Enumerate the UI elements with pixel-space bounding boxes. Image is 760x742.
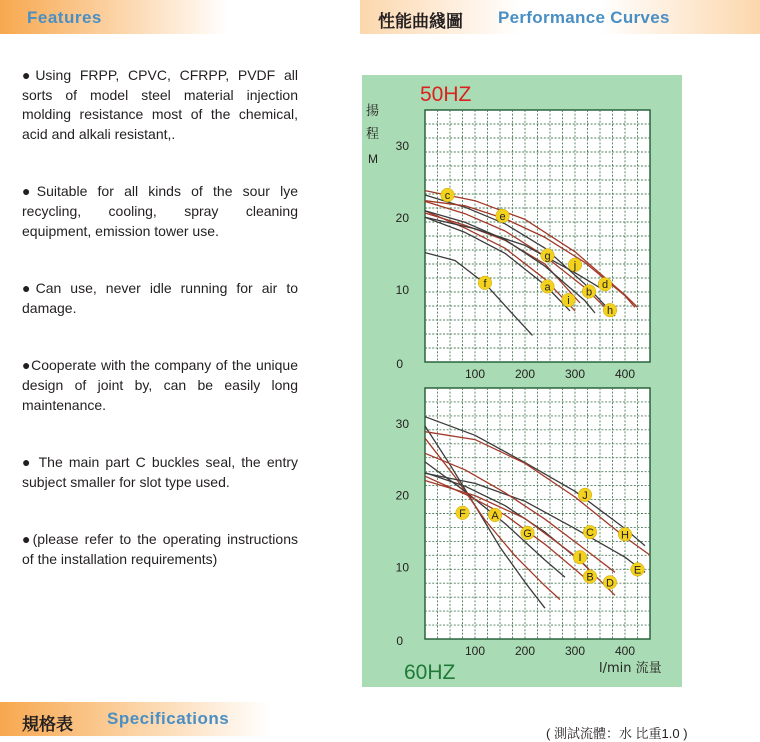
y-tick-label: 30: [395, 416, 409, 431]
curve-label: b: [585, 286, 593, 299]
freq-label-50hz: 50HZ: [420, 83, 472, 106]
chart-panel-50HZ: [396, 110, 650, 381]
specifications-title-en: Specifications: [107, 709, 230, 728]
y-tick-label: 20: [395, 211, 409, 225]
performance-curves-title-en: Performance Curves: [498, 8, 670, 27]
curve-label: F: [459, 507, 466, 520]
performance-curves-header: [360, 0, 760, 34]
curve-label: D: [606, 577, 614, 590]
specifications-title-zh: 規格表: [22, 715, 73, 734]
curve-label: B: [586, 571, 594, 584]
feature-item: ●Can use, never idle running for air to damage.: [22, 280, 298, 316]
curve-label: C: [586, 527, 594, 540]
curve-label: g: [544, 250, 551, 263]
curve-label: A: [491, 509, 499, 522]
y-tick-label: 30: [395, 139, 409, 153]
curve-label: f: [483, 277, 487, 290]
curve-label: j: [573, 259, 577, 272]
performance-chart: [362, 75, 682, 687]
curve-label: J: [582, 489, 588, 502]
y-axis-label-char: M: [368, 152, 378, 166]
curve-label: H: [621, 529, 629, 542]
x-tick-label: 300: [564, 644, 586, 658]
x-tick-label: 400: [614, 367, 636, 381]
curve-label: I: [578, 552, 582, 565]
feature-item: ●Cooperate with the company of the unique design of joint by, can be easily long maintenance.: [22, 357, 298, 413]
x-tick-label: 100: [464, 367, 486, 381]
curve-label: d: [601, 279, 609, 292]
feature-item: ●Using FRPP, CPVC, CFRPP, PVDF all sorts of model steel material injection molding resistance most of the chemical, acid and alkali resistant,.: [22, 67, 298, 142]
x-tick-label: 200: [514, 367, 536, 381]
curve-label: a: [544, 281, 551, 294]
features-list: [22, 66, 298, 591]
origin-label: 0: [396, 357, 403, 371]
curve-label: h: [606, 305, 614, 318]
curve-label: G: [523, 527, 532, 540]
features-title: Features: [27, 8, 102, 27]
curve-label: i: [567, 295, 570, 308]
x-tick-label: 400: [614, 644, 636, 658]
y-tick-label: 20: [395, 488, 409, 503]
test-fluid-note: ( 測試流體：水 比重1.0 ): [546, 726, 688, 741]
x-axis-label: l/min 流量: [599, 661, 662, 676]
x-tick-label: 100: [464, 644, 486, 658]
freq-label-60hz: 60HZ: [404, 661, 456, 684]
y-axis-label-char: 程: [366, 127, 380, 142]
x-tick-label: 200: [514, 644, 536, 658]
performance-chart-panel: [362, 75, 682, 687]
chart-panel-60HZ: [396, 388, 650, 658]
feature-item: ●Suitable for all kinds of the sour lye recycling, cooling, spray cleaning equipment, emission tower use.: [22, 183, 298, 239]
curve-label: e: [499, 210, 506, 223]
features-header: [0, 0, 228, 34]
x-tick-label: 300: [564, 367, 586, 381]
curve-label: E: [633, 564, 642, 577]
specifications-header: [0, 702, 270, 736]
performance-curves-title-zh: 性能曲綫圖: [378, 12, 463, 31]
y-axis-label-char: 揚: [366, 104, 380, 119]
y-tick-label: 10: [395, 560, 409, 575]
curve-label: c: [444, 189, 451, 202]
y-tick-label: 10: [395, 283, 409, 297]
origin-label: 0: [396, 634, 403, 648]
feature-item: ●(please refer to the operating instructions of the installation requirements): [22, 531, 298, 567]
feature-item: ● The main part C buckles seal, the entry subject smaller for slot type used.: [22, 454, 298, 490]
